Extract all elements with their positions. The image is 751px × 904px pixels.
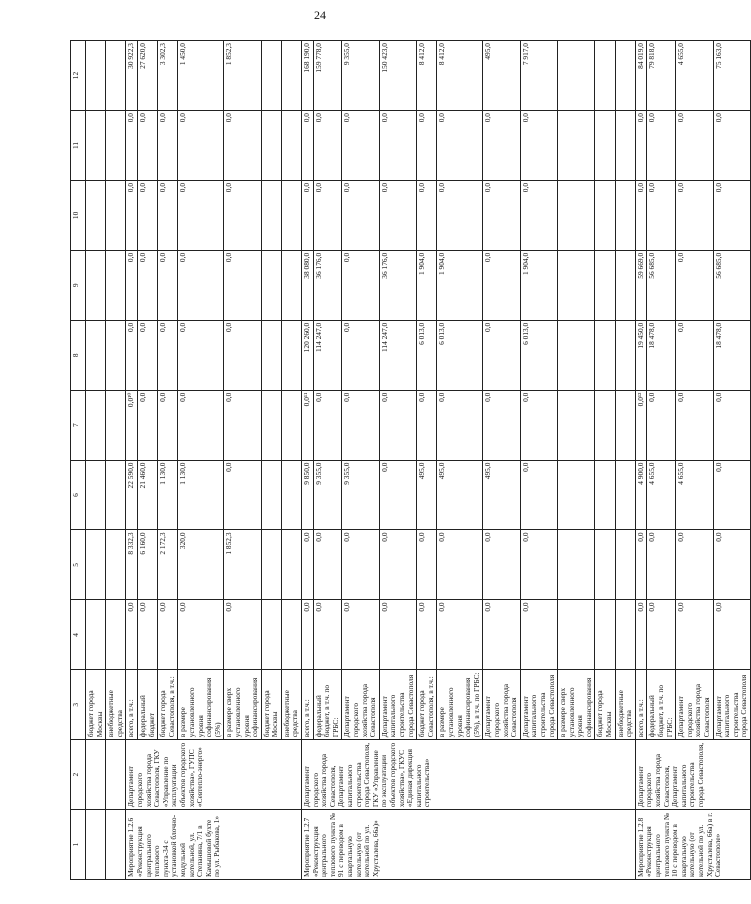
value-cell: 0,0: [437, 180, 483, 250]
value-cell: 0,0: [126, 111, 138, 181]
value-cell: [595, 41, 615, 111]
value-cell: [281, 530, 301, 600]
value-cell: [281, 320, 301, 390]
value-cell: 168 190,0: [302, 41, 314, 111]
value-cell: [615, 390, 635, 460]
value-cell: 495,0: [483, 41, 520, 111]
value-cell: 9 850,0: [302, 460, 314, 530]
value-cell: 0,0¹²: [635, 390, 647, 460]
value-cell: [558, 390, 595, 460]
value-cell: 0,0: [342, 250, 379, 320]
value-cell: [615, 530, 635, 600]
value-cell: [86, 41, 106, 111]
value-cell: [106, 41, 126, 111]
value-cell: [615, 460, 635, 530]
value-cell: [106, 180, 126, 250]
value-cell: 0,0: [647, 390, 676, 460]
column-header: 1: [71, 810, 86, 880]
value-cell: 0,0¹¹: [302, 390, 314, 460]
value-cell: 0,0: [137, 600, 157, 670]
value-cell: 495,0: [417, 460, 437, 530]
value-cell: [261, 530, 281, 600]
source-cell: всего, в т.ч.:: [302, 670, 314, 740]
source-cell: бюджет города Москвы: [86, 670, 106, 740]
value-cell: 0,0: [417, 390, 437, 460]
value-cell: 495,0: [437, 460, 483, 530]
value-cell: [281, 180, 301, 250]
value-cell: 19 450,0: [635, 320, 647, 390]
executor-cell: Департамент городского хозяйства города Севастополя, Департамент капитального строительства города Севастополя, ГКУ «Управление по эксплуатации объектов городского хозяйства», ГКУС «Единая дирекция капитального строительства»: [302, 740, 636, 810]
value-cell: 0,0: [178, 320, 224, 390]
value-cell: 0,0: [137, 250, 157, 320]
value-cell: [281, 600, 301, 670]
value-cell: 0,0: [676, 390, 713, 460]
value-cell: [106, 390, 126, 460]
executor-cell: [86, 740, 106, 810]
source-cell: Департамент городского хозяйства города Севастополя: [342, 670, 379, 740]
value-cell: [106, 250, 126, 320]
value-cell: 0,0: [178, 180, 224, 250]
value-cell: 30 922,3: [126, 41, 138, 111]
source-cell: федеральный бюджет, в т.ч. по ГРБС:: [313, 670, 342, 740]
value-cell: 0,0: [520, 111, 557, 181]
executor-cell: [106, 740, 126, 810]
value-cell: [106, 460, 126, 530]
value-cell: 0,0: [483, 250, 520, 320]
value-cell: [558, 41, 595, 111]
value-cell: 0,0: [437, 111, 483, 181]
column-header: 6: [71, 460, 86, 530]
value-cell: [595, 390, 615, 460]
value-cell: 0,0: [676, 320, 713, 390]
value-cell: [106, 530, 126, 600]
value-cell: 0,0: [224, 600, 261, 670]
value-cell: 79 818,0: [647, 41, 676, 111]
value-cell: 0,0: [520, 530, 557, 600]
value-cell: 0,0: [483, 600, 520, 670]
value-cell: 0,0: [224, 250, 261, 320]
value-cell: [615, 600, 635, 670]
source-cell: в размере установленного уровня софинансирования (5%), в т.ч. по ГРБС:: [437, 670, 483, 740]
value-cell: [615, 111, 635, 181]
value-cell: 0,0: [713, 111, 750, 181]
column-header: 5: [71, 530, 86, 600]
value-cell: 0,0: [417, 530, 437, 600]
value-cell: 4 655,0: [676, 460, 713, 530]
value-cell: 8 412,0: [417, 41, 437, 111]
value-cell: [281, 390, 301, 460]
value-cell: 0,0: [313, 180, 342, 250]
column-header: 7: [71, 390, 86, 460]
value-cell: [106, 111, 126, 181]
value-cell: 495,0: [483, 460, 520, 530]
value-cell: 0,0: [676, 111, 713, 181]
value-cell: [615, 180, 635, 250]
value-cell: [261, 250, 281, 320]
value-cell: 36 176,0: [313, 250, 342, 320]
value-cell: 6 013,0: [520, 320, 557, 390]
value-cell: 0,0: [313, 600, 342, 670]
source-cell: Департамент городского хозяйства города Севастополя: [483, 670, 520, 740]
value-cell: [86, 180, 106, 250]
value-cell: 1 904,0: [437, 250, 483, 320]
source-cell: бюджет города Севастополя, в т.ч.:: [158, 670, 178, 740]
value-cell: [86, 460, 106, 530]
value-cell: 0,0: [635, 600, 647, 670]
value-cell: 0,0: [647, 600, 676, 670]
value-cell: 0,0: [158, 600, 178, 670]
value-cell: 0,0: [313, 390, 342, 460]
measure-cell: [106, 810, 126, 880]
value-cell: [86, 390, 106, 460]
value-cell: 0,0: [158, 250, 178, 320]
value-cell: 0,0: [635, 111, 647, 181]
table-row: [86, 41, 106, 880]
value-cell: [261, 460, 281, 530]
value-cell: 320,0: [178, 530, 224, 600]
value-cell: 0,0: [520, 460, 557, 530]
value-cell: 0,0: [713, 180, 750, 250]
value-cell: [595, 180, 615, 250]
source-cell: бюджет города Москвы: [595, 670, 615, 740]
source-cell: Департамент капитального строительства города Севастополя: [713, 670, 750, 740]
value-cell: 6 013,0: [417, 320, 437, 390]
column-header: 11: [71, 111, 86, 181]
value-cell: 0,0: [713, 600, 750, 670]
value-cell: [86, 111, 106, 181]
value-cell: [558, 320, 595, 390]
value-cell: 0,0: [178, 250, 224, 320]
value-cell: [615, 320, 635, 390]
value-cell: 0,0: [647, 111, 676, 181]
column-header: 12: [71, 41, 86, 111]
value-cell: [106, 320, 126, 390]
value-cell: 0,0: [158, 390, 178, 460]
value-cell: 0,0: [520, 390, 557, 460]
value-cell: 0,0: [342, 320, 379, 390]
value-cell: 27 620,0: [137, 41, 157, 111]
column-header: 9: [71, 250, 86, 320]
value-cell: 0,0: [224, 180, 261, 250]
executor-cell: Департамент городского хозяйства города Севастополя, Департамент капитального строительства города Севастополя,: [635, 740, 750, 810]
value-cell: 4 655,0: [676, 41, 713, 111]
measure-cell: Мероприятие 1.2.8 «Реконструкция центрального теплового пункта № 10 с переводом в квартальную котельную (от котельной по ул. Хрусталева, 66а) в г. Севастополе»: [635, 810, 750, 880]
value-cell: [615, 41, 635, 111]
value-cell: 0,0: [635, 180, 647, 250]
value-cell: 0,0: [158, 111, 178, 181]
value-cell: 0,0: [224, 111, 261, 181]
value-cell: 4 655,0: [647, 460, 676, 530]
value-cell: 0,0: [224, 390, 261, 460]
value-cell: 0,0: [713, 530, 750, 600]
source-cell: Департамент капитального строительства города Севастополя: [379, 670, 416, 740]
column-header: 10: [71, 180, 86, 250]
value-cell: 84 019,0: [635, 41, 647, 111]
value-cell: [86, 320, 106, 390]
value-cell: 0,0: [224, 320, 261, 390]
source-cell: федеральный бюджет: [137, 670, 157, 740]
value-cell: 150 423,0: [379, 41, 416, 111]
value-cell: 0,0: [178, 111, 224, 181]
value-cell: 0,0: [417, 180, 437, 250]
value-cell: 0,0: [647, 180, 676, 250]
value-cell: 0,0: [224, 460, 261, 530]
value-cell: [281, 41, 301, 111]
value-cell: [261, 111, 281, 181]
value-cell: [558, 530, 595, 600]
value-cell: 0,0: [126, 180, 138, 250]
value-cell: 6 013,0: [437, 320, 483, 390]
value-cell: 0,0: [302, 530, 314, 600]
page-number: 24: [314, 8, 326, 22]
value-cell: [281, 250, 301, 320]
source-cell: в размере установленного уровня софинансирования (5%): [178, 670, 224, 740]
value-cell: 0,0: [379, 460, 416, 530]
value-cell: 0,0: [647, 530, 676, 600]
measure-cell: [86, 810, 106, 880]
value-cell: 0,0: [635, 530, 647, 600]
value-cell: 38 080,0: [302, 250, 314, 320]
value-cell: 0,0: [126, 600, 138, 670]
value-cell: 0,0: [483, 180, 520, 250]
source-cell: федеральный бюджет, в т.ч. по ГРБС:: [647, 670, 676, 740]
value-cell: 0,0: [520, 180, 557, 250]
source-cell: внебюджетные средства: [615, 670, 635, 740]
value-cell: [86, 600, 106, 670]
value-cell: 0,0: [676, 180, 713, 250]
value-cell: 59 669,0: [635, 250, 647, 320]
value-cell: [558, 250, 595, 320]
value-cell: 1 450,0: [178, 41, 224, 111]
value-cell: [261, 41, 281, 111]
column-header: 8: [71, 320, 86, 390]
value-cell: 0,0: [483, 320, 520, 390]
value-cell: 18 478,0: [713, 320, 750, 390]
value-cell: 0,0: [137, 390, 157, 460]
value-cell: 9 355,0: [342, 460, 379, 530]
value-cell: 9 355,0: [313, 460, 342, 530]
value-cell: 1 852,3: [224, 41, 261, 111]
source-cell: в размере сверх установленного уровня софинансирования: [224, 670, 261, 740]
value-cell: [261, 600, 281, 670]
table-body: [86, 41, 751, 880]
value-cell: 22 590,0: [126, 460, 138, 530]
value-cell: 0,0: [178, 390, 224, 460]
budget-table: [70, 40, 751, 880]
value-cell: 0,0: [342, 600, 379, 670]
column-header: 4: [71, 600, 86, 670]
value-cell: 0,0: [379, 600, 416, 670]
value-cell: 4 900,0: [635, 460, 647, 530]
value-cell: [558, 600, 595, 670]
source-cell: Департамент капитального строительства города Севастополя: [520, 670, 557, 740]
value-cell: [86, 250, 106, 320]
value-cell: 0,0: [137, 111, 157, 181]
value-cell: 75 163,0: [713, 41, 750, 111]
value-cell: 0,0: [342, 180, 379, 250]
value-cell: [261, 390, 281, 460]
table-row: [126, 41, 138, 880]
source-cell: бюджет города Севастополя, в т.ч.:: [417, 670, 437, 740]
source-cell: внебюджетные средства: [106, 670, 126, 740]
value-cell: [595, 600, 615, 670]
value-cell: 8 412,0: [437, 41, 483, 111]
value-cell: 2 172,3: [158, 530, 178, 600]
value-cell: 0,0: [437, 530, 483, 600]
table-row: [302, 41, 314, 880]
value-cell: 0,0: [676, 530, 713, 600]
source-cell: бюджет города Москвы: [261, 670, 281, 740]
value-cell: 0,0: [437, 390, 483, 460]
value-cell: 0,0: [313, 530, 342, 600]
table-row: [635, 41, 647, 880]
value-cell: 0,0: [437, 600, 483, 670]
value-cell: [595, 320, 615, 390]
value-cell: 114 247,0: [313, 320, 342, 390]
value-cell: 0,0: [342, 530, 379, 600]
value-cell: 0,0: [302, 600, 314, 670]
value-cell: 0,0: [158, 320, 178, 390]
value-cell: 0,0: [379, 180, 416, 250]
value-cell: 0,0: [178, 600, 224, 670]
value-cell: 0,0: [676, 250, 713, 320]
value-cell: 21 460,0: [137, 460, 157, 530]
value-cell: 1 130,0: [178, 460, 224, 530]
value-cell: 36 176,0: [379, 250, 416, 320]
table-row: [106, 41, 126, 880]
value-cell: 0,0: [313, 111, 342, 181]
measure-cell: Мероприятие 1.2.6 «Реконструкция центрального теплового пункта-34 с установкой блочно-модульной котельной, ул. Степаняна, 7/1 в Камышовой бухте по ул. Рыбакова, 1»: [126, 810, 302, 880]
value-cell: 0,0: [379, 390, 416, 460]
source-cell: внебюджетные средства: [281, 670, 301, 740]
value-cell: 120 260,0: [302, 320, 314, 390]
value-cell: 0,0: [676, 600, 713, 670]
value-cell: 56 685,0: [713, 250, 750, 320]
value-cell: 0,0: [713, 460, 750, 530]
value-cell: 0,0: [520, 600, 557, 670]
value-cell: [558, 460, 595, 530]
value-cell: 7 917,0: [520, 41, 557, 111]
header-row: [71, 41, 86, 880]
measure-cell: Мероприятие 1.2.7 «Реконструкция центрального теплового пункта № 91 с переводом в квартальную котельную (от котельной по ул. Хрусталева, 66а)»: [302, 810, 636, 880]
value-cell: 3 302,3: [158, 41, 178, 111]
source-cell: всего, в т.ч.:: [635, 670, 647, 740]
value-cell: [281, 111, 301, 181]
value-cell: 0,0: [713, 390, 750, 460]
value-cell: 1 904,0: [417, 250, 437, 320]
value-cell: [281, 460, 301, 530]
value-cell: 0,0: [302, 180, 314, 250]
value-cell: 0,0: [342, 390, 379, 460]
value-cell: [261, 320, 281, 390]
value-cell: [595, 250, 615, 320]
value-cell: 0,0: [126, 250, 138, 320]
value-cell: 0,0: [417, 600, 437, 670]
value-cell: 0,0: [158, 180, 178, 250]
value-cell: 1 130,0: [158, 460, 178, 530]
source-cell: Департамент городского хозяйства города Севастополя: [676, 670, 713, 740]
value-cell: [595, 460, 615, 530]
column-header: 2: [71, 740, 86, 810]
value-cell: 0,0: [137, 320, 157, 390]
executor-cell: Департамент городского хозяйства города Севастополя, ГКУ «Управление по эксплуатации объектов городского хозяйства», ГУПС «Севтепло-энерго»: [126, 740, 302, 810]
value-cell: 0,0: [417, 111, 437, 181]
value-cell: [261, 180, 281, 250]
value-cell: 9 355,0: [342, 41, 379, 111]
value-cell: 0,0: [483, 530, 520, 600]
value-cell: 8 332,3: [126, 530, 138, 600]
value-cell: 1 852,3: [224, 530, 261, 600]
value-cell: [558, 180, 595, 250]
value-cell: 0,0: [342, 111, 379, 181]
value-cell: 0,0: [483, 111, 520, 181]
value-cell: 18 478,0: [647, 320, 676, 390]
value-cell: [615, 250, 635, 320]
value-cell: [595, 111, 615, 181]
value-cell: 6 160,0: [137, 530, 157, 600]
value-cell: 1 904,0: [520, 250, 557, 320]
value-cell: [86, 530, 106, 600]
source-cell: в размере сверх установленного уровня софинансирования: [558, 670, 595, 740]
value-cell: 0,0: [379, 111, 416, 181]
value-cell: 114 247,0: [379, 320, 416, 390]
value-cell: [558, 111, 595, 181]
value-cell: 0,0: [379, 530, 416, 600]
source-cell: всего, в т.ч.:: [126, 670, 138, 740]
value-cell: 56 685,0: [647, 250, 676, 320]
value-cell: [595, 530, 615, 600]
value-cell: 0,0: [126, 320, 138, 390]
rotated-sheet: [70, 40, 749, 880]
value-cell: 0,0¹⁰: [126, 390, 138, 460]
value-cell: 0,0: [302, 111, 314, 181]
value-cell: 159 778,0: [313, 41, 342, 111]
value-cell: 0,0: [137, 180, 157, 250]
value-cell: 0,0: [483, 390, 520, 460]
value-cell: [106, 600, 126, 670]
column-header: 3: [71, 670, 86, 740]
